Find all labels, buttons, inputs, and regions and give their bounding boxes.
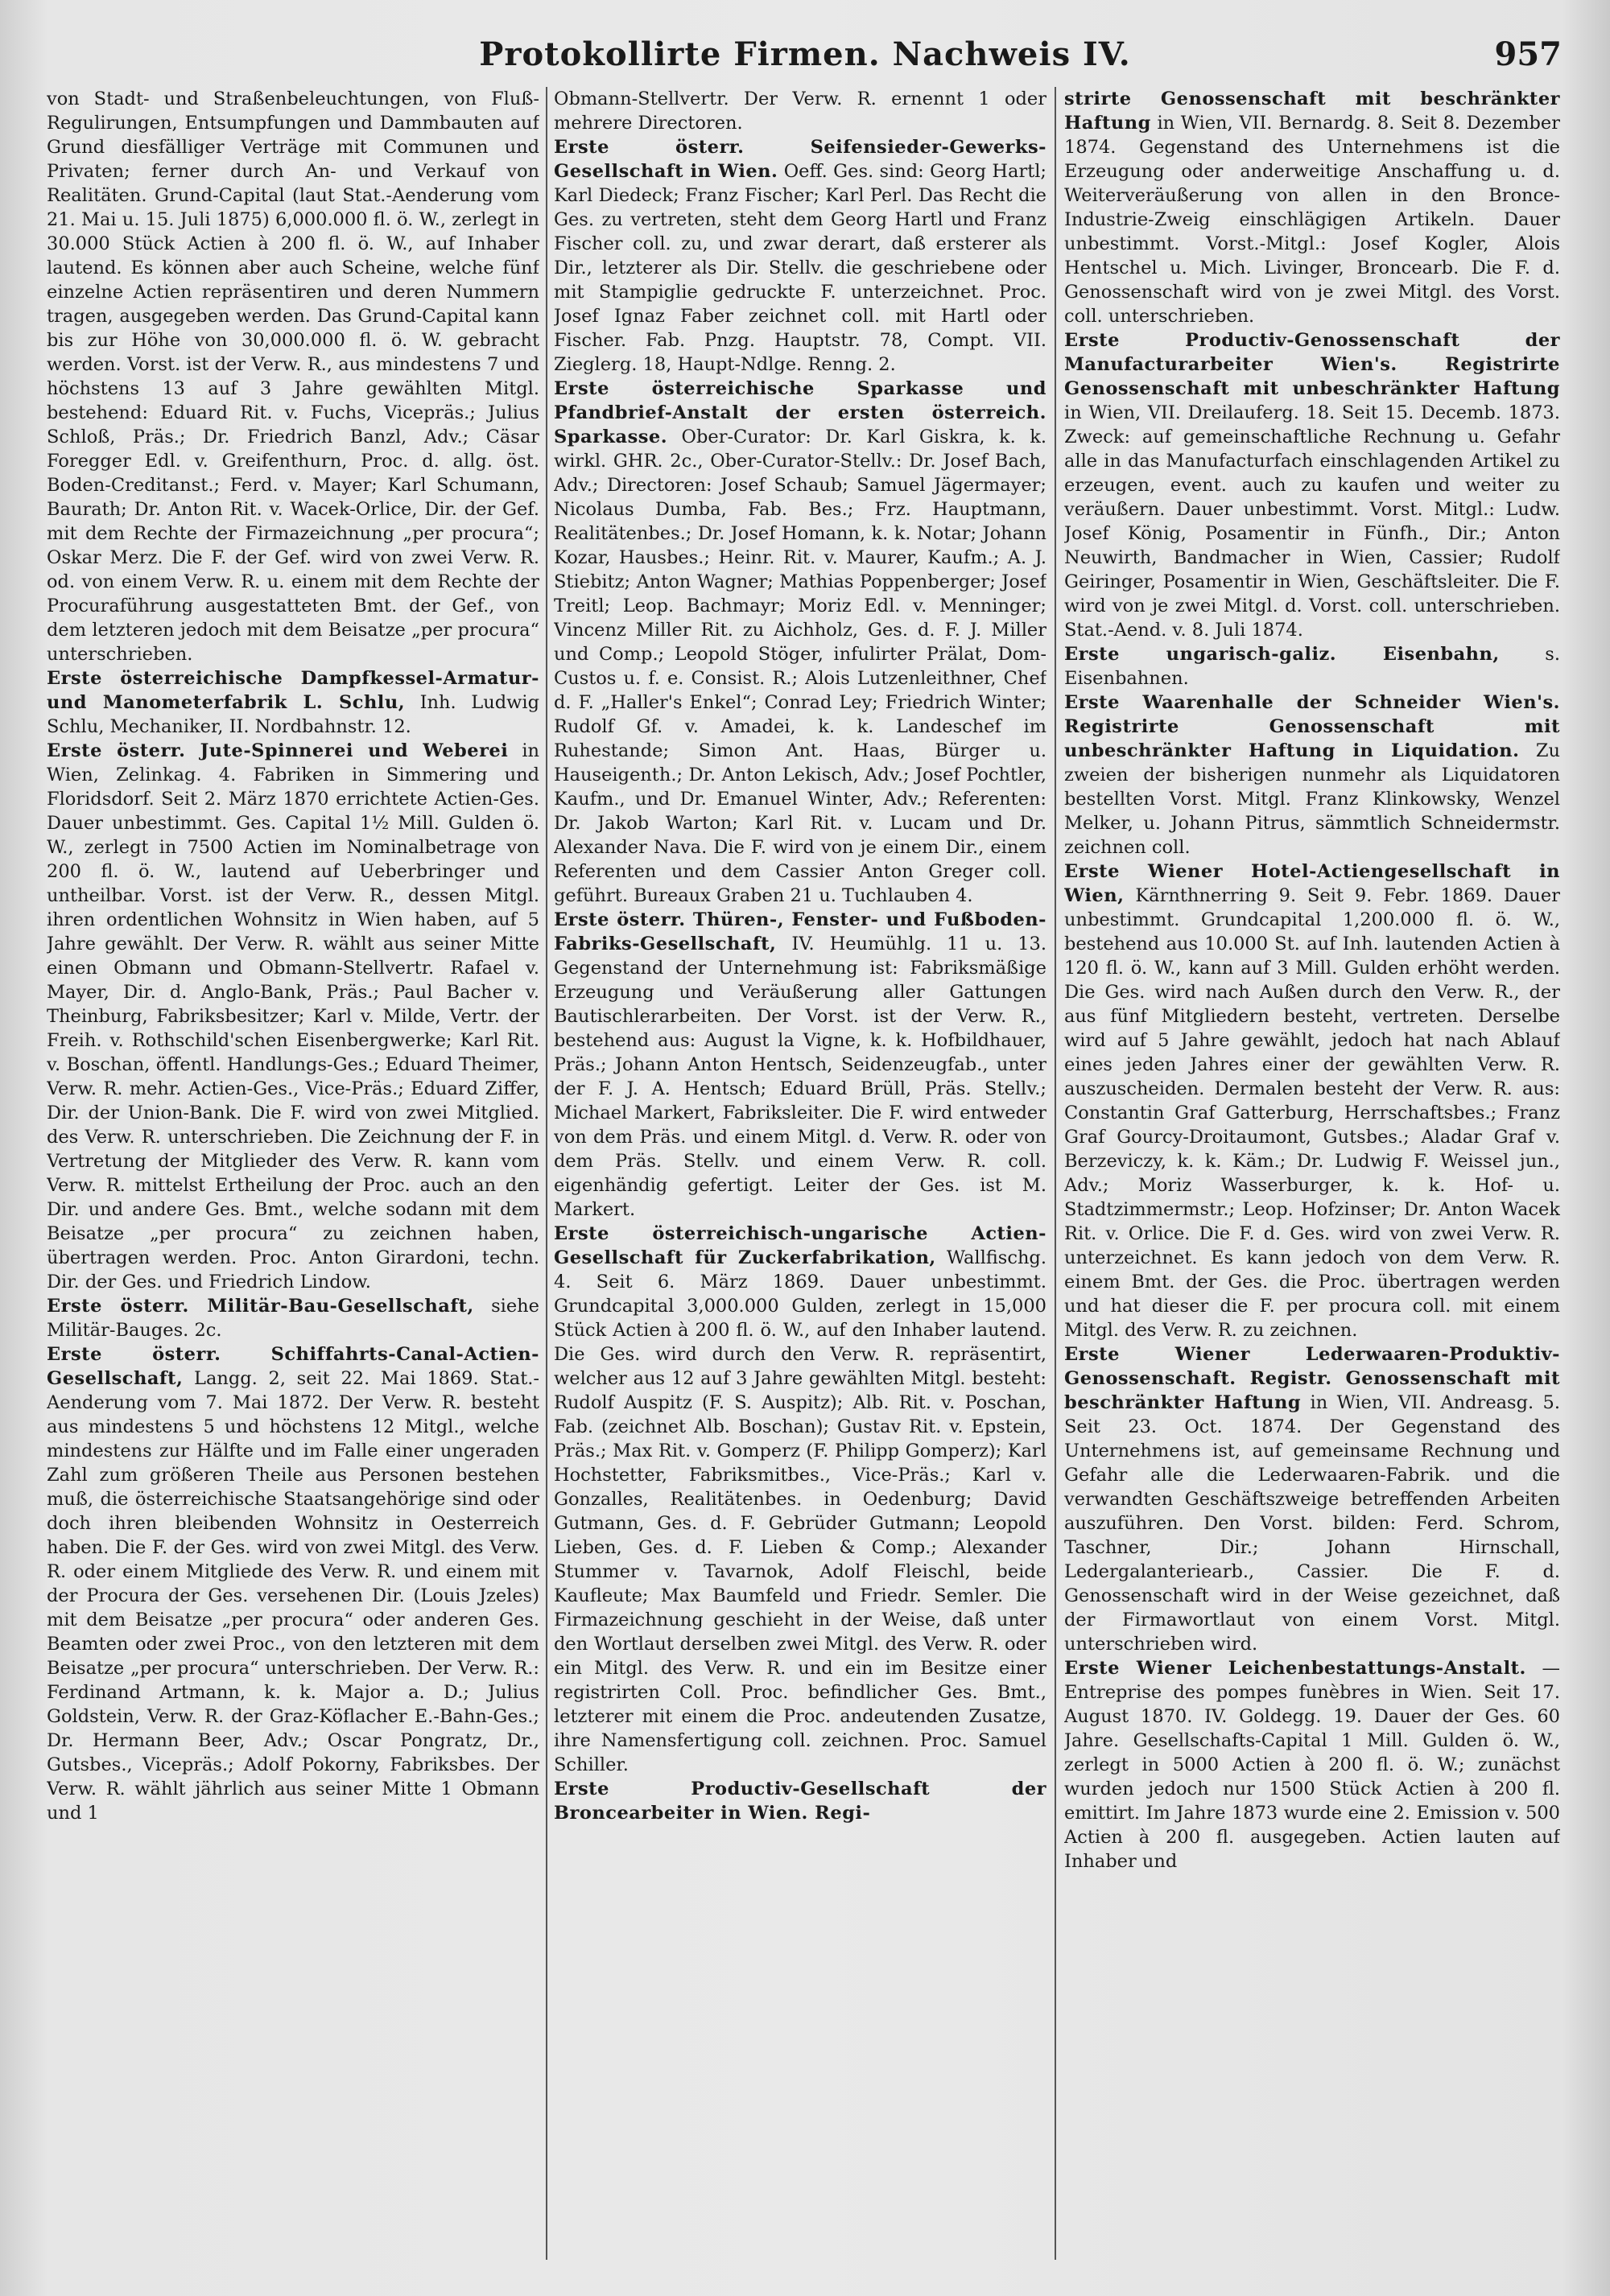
firm-entry (554, 1222, 1046, 1777)
firm-entry (1064, 1342, 1560, 1656)
firm-name: Erste Waarenhalle der Schneider Wien's. Registrirte Genossenschaft mit unbeschränkter Haftung in Liquidation. (1064, 692, 1560, 761)
firm-details: in Wien, Zelinkag. 4. Fabriken in Simmering und Floridsdorf. Seit 2. März 1870 errichtete Actien-Ges. Dauer unbestimmt. Ges. Capital 1½ Mill. Gulden ö. W., zerlegt in 7500 Actien im Nominalbetrage von 200 fl. ö. W., lautend auf Ueberbringer und untheilbar. Vorst. ist der Verw. R., dessen Mitgl. ihren ordentlichen Wohnsitz in Wien haben, auf 5 Jahre gewählt. Der Verw. R. wählt aus seiner Mitte einen Obmann und Obmann-Stellvertr. Rafael v. Mayer, Dir. d. Anglo-Bank, Präs.; Paul Bacher v. Theinburg, Fabriksbesitzer; Karl v. Milde, Vertr. der Freih. v. Rothschild'schen Eisenbergwerke; Karl Rit. v. Boschan, öffentl. Handlungs-Ges.; Eduard Theimer, Verw. R. mehr. Actien-Ges., Vice-Präs.; Eduard Ziffer, Dir. der Union-Bank. Die F. wird von zwei Mitglied. des Verw. R. unterschrieben. Die Zeichnung der F. in Vertretung der Mitglieder des Verw. R. kann vom Verw. R. mittelst Ertheilung der Proc. auch an den Dir. und andere Ges. Bmt., welche sodann mit dem Beisatze „per procura“ zu zeichnen haben, übertragen werden. Proc. Anton Girardoni, techn. Dir. der Ges. und Friedrich Lindow. (47, 740, 539, 1292)
firm-entry (554, 377, 1046, 908)
firm-details: von Stadt- und Straßenbeleuchtungen, von Fluß-Regulirungen, Entsumpfungen und Dammbauten auf Grund diesfälliger Verträge mit Communen und Privaten; ferner durch An- und Verkauf von Realitäten. Grund-Capital (laut Stat.-Aenderung vom 21. Mai u. 15. Juli 1875) 6,000.000 fl. ö. W., zerlegt in 30.000 Stück Actien à 200 fl. ö. W., auf Inhaber lautend. Es können aber auch Scheine, welche fünf einzelne Actien repräsentiren und deren Nummern tragen, ausgegeben werden. Das Grund-Capital kann bis zur Höhe von 30,000.000 fl. ö. W. gebracht werden. Vorst. ist der Verw. R., aus mindestens 7 und höchstens 13 auf 3 Jahre gewählten Mitgl. bestehend: Eduard Rit. v. Fuchs, Vicepräs.; Julius Schloß, Präs.; Dr. Friedrich Banzl, Adv.; Cäsar Foregger Edl. v. Greifenthurn, Proc. d. allg. öst. Boden-Creditanst.; Ferd. v. Mayer; Karl Schumann, Baurath; Dr. Anton Rit. v. Wacek-Orlice, Dir. der Gef. mit dem Rechte der Firmazeichnung „per procura“; Oskar Merz. Die F. der Gef. wird von zwei Verw. R. od. von einem Verw. R. u. einem mit dem Rechte der Procuraführung ausgestatteten Bmt. der Gef., von dem letzteren jedoch mit dem Beisatze „per procura“ unterschrieben. (47, 89, 539, 665)
firm-details: Zu zweien der bisherigen nunmehr als Liquidatoren bestellten Vorst. Mitgl. Franz Klinkowsky, Wenzel Melker, u. Johann Pitrus, sämmtlich Schneidermstr. zeichnen coll. (1064, 740, 1560, 858)
firm-details: in Wien, VII. Dreilauferg. 18. Seit 15. Decemb. 1873. Zweck: auf gemeinschaftliche Rechnung u. Gefahr alle in das Manufacturfach einschlagenden Artikel zu erzeugen, event. auch zu kaufen und weiter zu veräußern. Dauer unbestimmt. Vorst. Mitgl.: Ludw. Josef König, Posamentir in Fünfh., Dir.; Anton Neuwirth, Bandmacher in Wien, Cassier; Rudolf Geiringer, Posamentir in Wien, Geschäftsleiter. Die F. wird von je zwei Mitgl. d. Vorst. coll. unterschrieben. Stat.-Aend. v. 8. Juli 1874. (1064, 402, 1560, 641)
column-right (1064, 87, 1560, 2260)
firm-details: Obmann-Stellvertr. Der Verw. R. ernennt 1 oder mehrere Directoren. (554, 89, 1046, 134)
firm-entry (1064, 859, 1560, 1342)
firm-details: IV. Heumühlg. 11 u. 13. Gegenstand der Unternehmung ist: Fabriksmäßige Erzeugung und Veräußerung aller Gattungen Bautischlerarbeiten. Der Vorst. ist der Verw. R., bestehend aus: August la Vigne, k. k. Hofbildhauer, Präs.; Johann Anton Hentsch, Seidenzeugfab., unter der F. J. A. Hentsch; Eduard Brüll, Präs. Stellv.; Michael Markert, Fabriksleiter. Die F. wird entweder von dem Präs. und einem Mitgl. d. Verw. R. oder von dem Präs. Stellv. und einem Verw. R. coll. eigenhändig gefertigt. Leiter der Ges. ist M. Markert. (554, 934, 1046, 1220)
firm-name: Erste Wiener Lederwaaren-Produktiv-Genossenschaft. Registr. Genossenschaft mit beschränkter Haftung (1064, 1344, 1560, 1413)
firm-name: Erste österreichische Dampfkessel-Armatur- und Manometerfabrik L. Schlu, (47, 668, 539, 713)
firm-name: Erste österr. Jute-Spinnerei und Weberei (47, 740, 509, 761)
firm-entry (47, 87, 539, 666)
firm-details: Wallfischg. 4. Seit 6. März 1869. Dauer unbestimmt. Grundcapital 3,000.000 Gulden, zerlegt in 15,000 Stück Actien à 200 fl. ö. W., auf den Inhaber lautend. Die Ges. wird durch den Verw. R. repräsentirt, welcher aus 12 auf 3 Jahre gewählten Mitgl. besteht: Rudolf Auspitz (F. S. Auspitz); Alb. Rit. v. Poschan, Fab. (zeichnet Alb. Boschan); Gustav Rit. v. Epstein, Präs.; Max Rit. v. Gomperz (F. Philipp Gomperz); Karl Hochstetter, Fabriksmitbes., Vice-Präs.; Karl v. Gonzalles, Realitätenbes. in Oedenburg; David Gutmann, Ges. d. F. Gebrüder Gutmann; Leopold Lieben, Ges. d. F. Lieben & Comp.; Alexander Stummer v. Tavarnok, Adolf Fleischl, beide Kaufleute; Max Baumfeld und Friedr. Semler. Die Firmazeichnung geschieht in der Weise, daß unter den Wortlaut derselben zwei Mitgl. des Verw. R. oder ein Mitgl. des Verw. R. und ein im Besitze einer registrirten Coll. Proc. befindlicher Ges. Bmt., letzterer mit einem die Proc. andeutenden Zusatze, ihre Namensfertigung coll. zeichnen. Proc. Samuel Schiller. (554, 1247, 1046, 1775)
firm-entry (554, 87, 1046, 135)
firm-entry (47, 666, 539, 739)
column-middle (554, 87, 1046, 2260)
firm-details: s. Eisenbahnen. (1064, 644, 1560, 689)
firm-details: Inh. Ludwig Schlu, Mechaniker, II. Nordbahnstr. 12. (47, 692, 539, 737)
firm-name: Erste Productiv-Genossenschaft der Manufacturarbeiter Wien's. Registrirte Genossenschaft mit unbeschränkter Haftung (1064, 330, 1560, 399)
firm-name: Erste österr. Militär-Bau-Gesellschaft, (47, 1296, 474, 1317)
running-title: Protokollirte Firmen. Nachweis IV. (479, 35, 1131, 73)
firm-name: Erste ungarisch-galiz. Eisenbahn, (1064, 644, 1500, 665)
firm-entry (554, 1777, 1046, 1825)
firm-entry (554, 135, 1046, 377)
firm-name: Erste österr. Thüren-, Fenster- und Fußboden-Fabriks-Gesellschaft, (554, 909, 1046, 954)
firm-details: Oeff. Ges. sind: Georg Hartl; Karl Diedeck; Franz Fischer; Karl Perl. Das Recht die Ges. zu vertreten, steht dem Georg Hartl und Franz Fischer coll. zu, und zwar derart, daß ersterer als Dir., letzterer als Dir. Stellv. die geschriebene oder mit Stampiglie gedruckte F. unterzeichnet. Proc. Josef Ignaz Faber zeichnet coll. mit Hartl oder Fischer. Fab. Pnzg. Hauptstr. 78, Compt. VII. Zieglerg. 18, Haupt-Ndlge. Renng. 2. (554, 161, 1046, 375)
firm-details: in Wien, VII. Bernardg. 8. Seit 8. Dezember 1874. Gegenstand des Unternehmens ist die Erzeugung oder anderweitige Anschaffung u. d. Weiterveräußerung von allen in den Bronce-Industrie-Zweig einschlägigen Artikeln. Dauer unbestimmt. Vorst.-Mitgl.: Josef Kogler, Alois Hentschel u. Mich. Livinger, Broncearb. Die F. d. Genossenschaft wird von je zwei Mitgl. des Vorst. coll. unterschrieben. (1064, 113, 1560, 327)
firm-entry (1064, 1656, 1560, 1873)
firm-details: Kärnthnerring 9. Seit 9. Febr. 1869. Dauer unbestimmt. Grundcapital 1,200.000 fl. ö. W., bestehend aus 10.000 St. auf Inh. lautenden Actien à 120 fl. ö. W., kann auf 3 Mill. Gulden erhöht werden. Die Ges. wird nach Außen durch den Verw. R., der aus fünf Mitgliedern besteht, vertreten. Derselbe wird auf 5 Jahre gewählt, jedoch hat nach Ablauf eines jeden Jahres einer der gewählten Verw. R. auszuscheiden. Dermalen besteht der Verw. R. aus: Constantin Graf Gatterburg, Herrschaftsbes.; Franz Graf Gourcy-Droitaumont, Gutsbes.; Aladar Graf v. Berzeviczy, k. k. Käm.; Dr. Ludwig F. Weissel jun., Adv.; Moriz Wasserburger, k. k. Hof- u. Stadtzimmermstr.; Leop. Hofzinser; Dr. Anton Wacek Rit. v. Orlice. Die F. d. Ges. wird von zwei Verw. R. unterzeichnet. Es kann jedoch von dem Verw. R. einem Bmt. der Ges. die Proc. übertragen werden und hat dieser die F. per procura coll. mit einem Mitgl. des Verw. R. zu zeichnen. (1064, 885, 1560, 1341)
firm-entry (47, 739, 539, 1294)
firm-entry (47, 1342, 539, 1825)
firm-entry (554, 908, 1046, 1222)
firm-details: in Wien, VII. Andreasg. 5. Seit 23. Oct. 1874. Der Gegenstand des Unternehmens ist, auf gemeinsame Rechnung und Gefahr alle die Lederwaaren-Fabrik. und die verwandten Geschäftszweige betreffenden Arbeiten auszuführen. Den Vorst. bilden: Ferd. Schrom, Taschner, Dir.; Johann Hirnschall, Ledergalanteriearb., Cassier. Die F. d. Genossenschaft wird in der Weise gezeichnet, daß der Firmawortlaut von einem Vorst. Mitgl. unterschrieben wird. (1064, 1392, 1560, 1655)
firm-entry (47, 1294, 539, 1342)
firm-details: siehe Militär-Bauges. 2c. (47, 1296, 539, 1341)
firm-name: Erste Productiv-Gesellschaft der Broncearbeiter in Wien. Regi- (554, 1779, 1046, 1824)
firm-name: Erste österr. Schiffahrts-Canal-Actien-Gesellschaft, (47, 1344, 539, 1389)
firm-name: Erste österr. Seifensieder-Gewerks-Gesellschaft in Wien. (554, 137, 1046, 182)
firm-details: Langg. 2, seit 22. Mai 1869. Stat.-Aenderung vom 7. Mai 1872. Der Verw. R. besteht aus mindestens 5 und höchstens 12 Mitgl., welche mindestens zur Hälfte und im Falle einer ungeraden Zahl zum größeren Theile aus Personen bestehen muß, die österreichische Staatsangehörige sind oder doch ihren bleibenden Wohnsitz in Oesterreich haben. Die F. der Ges. wird von zwei Mitgl. des Verw. R. oder einem Mitgliede des Verw. R. und einem mit der Procura der Ges. versehenen Dir. (Louis Jzeles) mit dem Beisatze „per procura“ oder anderen Ges. Beamten oder zwei Proc., von den letzteren mit dem Beisatze „per procura“ unterschrieben. Der Verw. R.: Ferdinand Artmann, k. k. Major a. D.; Julius Goldstein, Verw. R. der Graz-Köflacher E.-Bahn-Ges.; Dr. Hermann Beer, Adv.; Oscar Pongratz, Dr., Gutsbes., Vicepräs.; Adolf Pokorny, Fabriksbes. Der Verw. R. wählt jährlich aus seiner Mitte 1 Obmann und 1 (47, 1368, 539, 1824)
firm-details: — Entreprise des pompes funèbres in Wien. Seit 17. August 1870. IV. Goldegg. 19. Dauer der Ges. 60 Jahre. Gesellschafts-Capital 1 Mill. Gulden ö. W., zerlegt in 5000 Actien à 200 fl. ö. W.; zunächst wurden jedoch nur 1500 Stück Actien à 200 fl. emittirt. Im Jahre 1873 wurde eine 2. Emission v. 500 Actien à 200 fl. ausgegeben. Actien lauten auf Inhaber und (1064, 1658, 1560, 1872)
firm-name: Erste österreichische Sparkasse und Pfandbrief-Anstalt der ersten österreich. Sparkasse. (554, 378, 1046, 447)
text-columns (47, 87, 1560, 2260)
page-header (48, 35, 1562, 80)
firm-name: strirte Genossenschaft mit beschränkter Haftung (1064, 89, 1560, 134)
firm-entry (1064, 690, 1560, 859)
firm-entry (1064, 328, 1560, 642)
page-number: 957 (1494, 35, 1562, 73)
column-left (47, 87, 539, 2260)
column-divider (546, 87, 547, 2260)
column-divider (1055, 87, 1056, 2260)
firm-entry (1064, 642, 1560, 690)
firm-name: Erste Wiener Hotel-Actiengesellschaft in Wien, (1064, 861, 1560, 906)
firm-details: Ober-Curator: Dr. Karl Giskra, k. k. wirkl. GHR. 2c., Ober-Curator-Stellv.: Dr. Josef Bach, Adv.; Directoren: Josef Schaub; Samuel Jägermayer; Nicolaus Dumba, Fab. Bes.; Frz. Hauptmann, Realitätenbes.; Dr. Josef Homann, k. k. Notar; Johann Kozar, Hausbes.; Heinr. Rit. v. Maurer, Kaufm.; A. J. Stiebitz; Anton Wagner; Mathias Poppenberger; Josef Treitl; Leop. Bachmayr; Moriz Edl. v. Menninger; Vincenz Miller Rit. zu Aichholz, Ges. d. F. J. Miller und Comp.; Leopold Stöger, infulirter Prälat, Dom-Custos u. f. e. Consist. R.; Alois Lutzenleithner, Chef d. F. „Haller's Enkel“; Conrad Ley; Friedrich Winter; Rudolf Gf. v. Amadei, k. k. Landeschef im Ruhestande; Simon Ant. Haas, Bürger u. Hauseigenth.; Dr. Anton Lekisch, Adv.; Josef Pochtler, Kaufm., und Dr. Emanuel Winter, Adv.; Referenten: Dr. Jakob Warton; Karl Rit. v. Lucam und Dr. Alexander Nava. Die F. wird von je einem Dir., einem Referenten und dem Cassier Anton Greger coll. geführt. Bureaux Graben 21 u. Tuchlauben 4. (554, 427, 1046, 906)
firm-entry (1064, 87, 1560, 328)
firm-name: Erste Wiener Leichenbestattungs-Anstalt. (1064, 1658, 1526, 1679)
firm-name: Erste österreichisch-ungarische Actien-Gesellschaft für Zuckerfabrikation, (554, 1223, 1046, 1268)
